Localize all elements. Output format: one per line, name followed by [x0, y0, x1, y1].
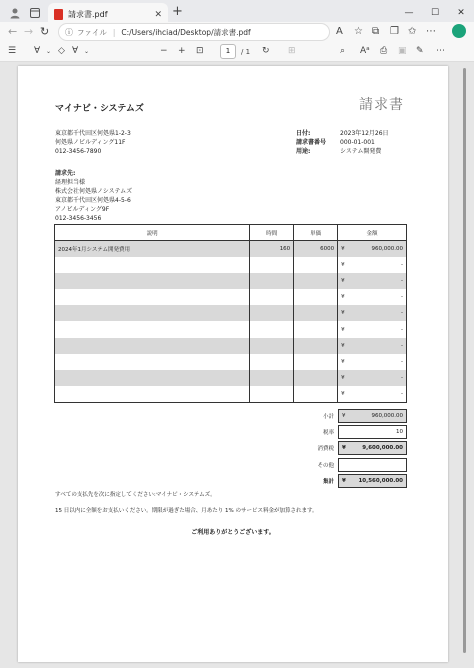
currency-symbol: ¥ — [342, 413, 346, 420]
table-of-contents-icon[interactable]: ☰ — [8, 46, 17, 56]
pdf-page — [18, 66, 448, 662]
amount-value: - — [401, 277, 403, 284]
billto-line: 経理担当様 — [55, 179, 86, 186]
currency-symbol: ¥ — [342, 477, 346, 484]
item-description — [55, 354, 250, 370]
item-amount — [338, 273, 407, 289]
copilot-icon[interactable] — [452, 24, 466, 38]
item-hours: 160 — [250, 241, 294, 257]
save-icon[interactable]: ▣ — [398, 46, 407, 56]
meta-key: 用途: — [296, 148, 311, 155]
currency-symbol: ¥ — [341, 375, 345, 382]
currency-symbol: ¥ — [341, 358, 345, 365]
item-description — [55, 257, 250, 273]
rotate-icon[interactable]: ↻ — [262, 46, 270, 56]
table-header-row — [55, 225, 407, 241]
table-row — [55, 386, 407, 402]
table-row — [55, 241, 407, 257]
collections-icon[interactable]: ❐ — [390, 26, 399, 37]
info-icon[interactable]: ⓘ — [65, 27, 73, 37]
item-hours — [250, 305, 294, 321]
item-amount — [338, 321, 407, 337]
company-name: マイナビ・システムズ — [55, 104, 144, 114]
invoice-meta — [296, 129, 389, 156]
zoom-out-button[interactable]: − — [160, 46, 168, 56]
item-description — [55, 305, 250, 321]
close-tab-icon[interactable]: ✕ — [154, 9, 162, 20]
item-description — [55, 370, 250, 386]
url-scheme: ファイル — [77, 27, 107, 37]
item-hours — [250, 370, 294, 386]
meta-key: 請求書番号 — [296, 139, 327, 146]
highlight-dropdown-icon[interactable]: ⌄ — [84, 48, 90, 55]
page-number-input[interactable]: 1 — [220, 44, 236, 59]
subtotal-value: 960,000.00 — [371, 413, 403, 420]
page-view-icon[interactable]: ⊞ — [288, 46, 296, 56]
item-amount — [338, 289, 407, 305]
totals-block — [288, 408, 407, 489]
items-table — [54, 224, 407, 403]
minimize-icon[interactable]: — — [404, 8, 414, 18]
meta-value: 000-01-001 — [340, 139, 375, 146]
item-unit-price — [294, 338, 338, 354]
currency-symbol: ¥ — [341, 326, 345, 333]
item-amount — [338, 241, 407, 257]
subtotal-row — [288, 408, 407, 424]
billto-line: 012-3456-3456 — [55, 215, 102, 222]
amount-value: - — [401, 342, 403, 349]
terms-note: 15 日以内に全額をお支払いください。期限が過ぎた場合、月あたり 1% のサービス料金が加算されます。 — [55, 508, 318, 514]
item-hours — [250, 321, 294, 337]
pdf-toolbar — [0, 42, 474, 62]
item-hours — [250, 354, 294, 370]
meta-value: システム開発費 — [340, 148, 382, 155]
total-row — [288, 473, 407, 489]
column-header: 金額 — [338, 225, 407, 241]
item-description — [55, 273, 250, 289]
column-header: 時間 — [250, 225, 294, 241]
billto-line: アノビルディング9F — [55, 206, 110, 213]
item-hours — [250, 289, 294, 305]
sender-line: 012-3456-7890 — [55, 148, 102, 155]
amount-value: - — [401, 294, 403, 301]
item-unit-price — [294, 289, 338, 305]
url-path: C:/Users/ihciad/Desktop/請求書.pdf — [121, 27, 251, 37]
item-description — [55, 289, 250, 305]
taxrate-value: 10 — [396, 429, 403, 436]
table-row — [55, 305, 407, 321]
address-bar[interactable]: ⓘ ファイル | C:/Users/ihciad/Desktop/請求書.pdf — [58, 23, 330, 41]
billto-line: 株式会社何処県ノシステムズ — [55, 188, 133, 195]
draw-icon[interactable]: ∀ — [34, 46, 41, 56]
payment-note: すべての支払先を次に指定してください:マイナビ・システムズ。 — [55, 492, 216, 498]
currency-symbol: ¥ — [342, 445, 346, 452]
refresh-icon[interactable]: ↻ — [40, 25, 50, 38]
tab-title: 請求書.pdf — [68, 10, 108, 19]
tab-actions-icon[interactable] — [24, 2, 46, 24]
column-header: 単価 — [294, 225, 338, 241]
profile-icon[interactable] — [4, 2, 26, 24]
taxrate-row — [288, 424, 407, 440]
billto-line: 東京都千代田区何処県4-5-6 — [55, 197, 131, 204]
fit-page-icon[interactable]: ⊡ — [196, 46, 204, 56]
page-total: / 1 — [241, 48, 251, 56]
back-icon[interactable]: ← — [8, 25, 18, 38]
item-unit-price — [294, 257, 338, 273]
billto-heading: 請求先: — [55, 170, 76, 177]
bill-to — [55, 169, 132, 223]
thanks-text: ご利用ありがとうございます。 — [191, 529, 275, 536]
table-row — [55, 289, 407, 305]
item-unit-price — [294, 321, 338, 337]
tax-label: 消費税 — [317, 446, 334, 453]
item-unit-price — [294, 305, 338, 321]
scrollbar-thumb[interactable] — [463, 68, 466, 653]
currency-symbol: ¥ — [341, 261, 345, 268]
tax-value: 9,600,000.00 — [362, 445, 403, 452]
amount-value: - — [401, 391, 403, 398]
table-row — [55, 321, 407, 337]
item-amount — [338, 386, 407, 402]
item-description — [55, 338, 250, 354]
draw-dropdown-icon[interactable]: ⌄ — [46, 48, 52, 55]
print-icon[interactable]: ⎙ — [380, 46, 388, 56]
currency-symbol: ¥ — [341, 294, 345, 301]
currency-symbol: ¥ — [341, 277, 345, 284]
amount-value: - — [401, 326, 403, 333]
new-tab-icon[interactable]: + — [172, 4, 183, 19]
save-as-icon[interactable]: ✎ — [416, 46, 424, 56]
item-hours — [250, 338, 294, 354]
item-amount — [338, 370, 407, 386]
total-value: 10,560,000.00 — [358, 477, 403, 484]
other-label: その他 — [317, 462, 334, 469]
close-window-icon[interactable]: ✕ — [457, 8, 465, 18]
item-unit-price: 6000 — [294, 241, 338, 257]
more-icon[interactable]: ⋯ — [426, 26, 436, 37]
subtotal-label: 小計 — [322, 414, 334, 421]
amount-value: - — [401, 375, 403, 382]
amount-value: - — [401, 261, 403, 268]
table-row — [55, 257, 407, 273]
highlight-icon[interactable]: ∀ — [72, 46, 79, 56]
item-hours — [250, 273, 294, 289]
zoom-in-button[interactable]: + — [178, 46, 186, 56]
currency-symbol: ¥ — [341, 342, 345, 349]
table-row — [55, 273, 407, 289]
favorite-icon[interactable]: ☆ — [354, 26, 363, 37]
pdf-file-icon — [54, 9, 63, 20]
item-amount — [338, 338, 407, 354]
pdf-more-icon[interactable]: ⋯ — [436, 46, 445, 56]
item-unit-price — [294, 273, 338, 289]
other-row — [288, 457, 407, 473]
document-title: 請求書 — [359, 97, 404, 113]
favorites-bar-icon[interactable]: ✩ — [408, 26, 417, 37]
amount-value: - — [401, 310, 403, 317]
sender-line: 何処県ノビルディング11F — [55, 139, 126, 146]
item-description: 2024年1月システム開発費用 — [55, 241, 250, 257]
item-hours — [250, 386, 294, 402]
amount-value: - — [401, 358, 403, 365]
item-hours — [250, 257, 294, 273]
read-aloud-icon[interactable]: A — [336, 26, 343, 37]
table-row — [55, 338, 407, 354]
tax-row — [288, 440, 407, 456]
total-label: 集計 — [322, 478, 334, 485]
maximize-icon[interactable]: ☐ — [430, 8, 440, 18]
currency-symbol: ¥ — [341, 391, 345, 398]
item-unit-price — [294, 370, 338, 386]
column-header: 説明 — [55, 225, 250, 241]
taxrate-label: 税率 — [322, 430, 334, 437]
table-row — [55, 354, 407, 370]
item-amount — [338, 257, 407, 273]
item-unit-price — [294, 354, 338, 370]
erase-icon[interactable]: ◇ — [58, 46, 65, 56]
read-aloud-pdf-icon[interactable]: Aᵃ — [360, 46, 370, 56]
currency-symbol: ¥ — [341, 245, 345, 252]
item-amount — [338, 305, 407, 321]
vertical-scrollbar[interactable] — [462, 68, 468, 658]
item-description — [55, 321, 250, 337]
amount-value: 960,000.00 — [371, 245, 403, 252]
item-unit-price — [294, 386, 338, 402]
search-icon[interactable]: ⌕ — [340, 46, 346, 56]
meta-value: 2023年12月26日 — [340, 130, 389, 137]
item-description — [55, 386, 250, 402]
forward-icon[interactable]: → — [24, 25, 34, 38]
sender-line: 東京都千代田区何処県1-2-3 — [55, 130, 131, 137]
item-amount — [338, 354, 407, 370]
pdf-viewer[interactable] — [0, 62, 474, 668]
extensions-icon[interactable]: ⧉ — [372, 26, 380, 37]
table-row — [55, 370, 407, 386]
meta-key: 日付: — [296, 130, 311, 137]
address-toolbar — [0, 22, 474, 42]
currency-symbol: ¥ — [341, 310, 345, 317]
sender-address — [55, 129, 131, 156]
